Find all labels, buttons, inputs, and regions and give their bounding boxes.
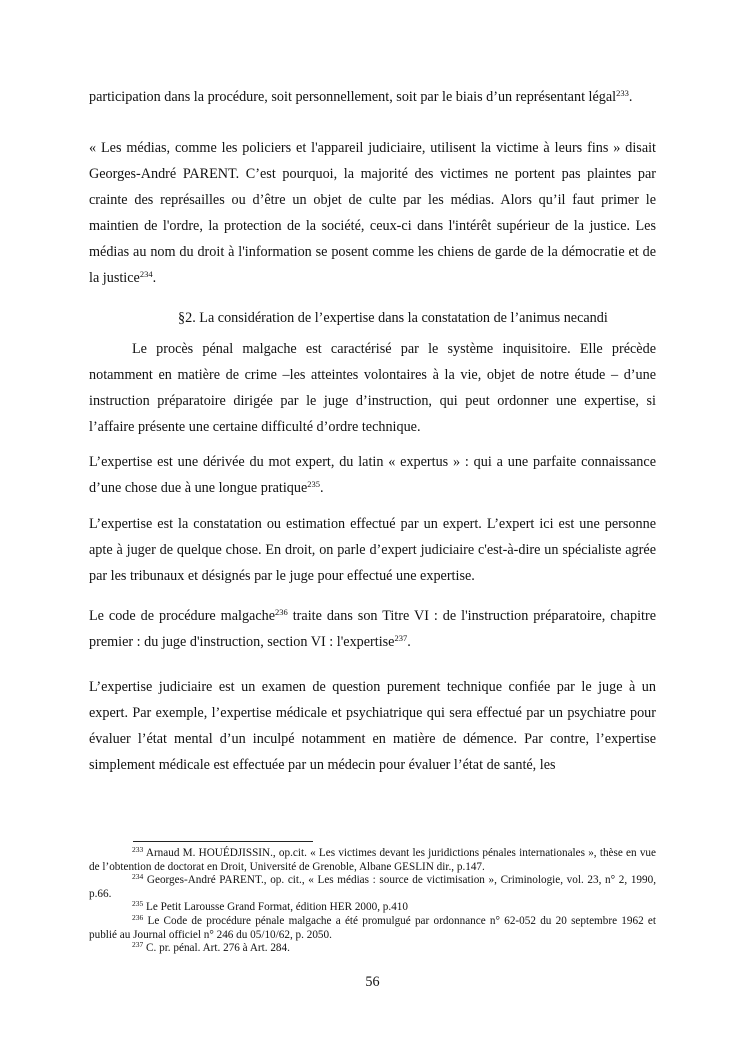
footnote-ref-233[interactable]: 233	[616, 88, 629, 98]
section-heading: §2. La considération de l’expertise dans la constatation de l’animus necandi	[178, 310, 608, 326]
footnote-separator	[133, 841, 313, 842]
paragraph-2: « Les médias, comme les policiers et l'appareil judiciaire, utilisent la victime à leurs fins » disait Georges-André PARENT. C’est pourquoi, la majorité des victimes ne portent pas plaintes par crainte des représailles ou d’être un objet de culte par les médias. Alors qu’il faut primer le maintien de l'ordre, la protection de la société, ceux-ci dans l'intérêt supérieur de la justice. Les médias au nom du droit à l'information se posent comme les chiens de garde de la démocratie et de la justice$^{234}$.	[89, 140, 656, 286]
paragraph-7: L’expertise judiciaire est un examen de question purement technique confiée par le juge à un expert. Par exemple, l’expertise médicale et psychiatrique qui sera effectué par un psychiatre pour évaluer l’état mental d’un inculpé notamment en matière de démence. Par contre, l’expertise simplement médicale est effectuée par un médecin pour évaluer l’état de santé, les	[89, 679, 656, 773]
paragraph-3: Le procès pénal malgache est caractérisé par le système inquisitoire. Elle précède notamment en matière de crime –les atteintes volontaires à la vie, objet de notre étude – d’une instruction préparatoire dirigée par le juge d’instruction, qui peut ordonner une expertise, si l’affaire présente une certaine difficulté d’ordre technique.	[89, 341, 656, 435]
footnote-233: $^{233}$ Arnaud M. HOUÉDJISSIN., op.cit. « Les victimes devant les juridictions pénales internationales », thèse en vue de l’obtention de doctorat en Droit, Université de Grenoble, Albane GESLIN dir., p.147.	[89, 845, 656, 873]
paragraph-5: L’expertise est la constatation ou estimation effectué par un expert. L’expert ici est une personne apte à juger de quelque chose. En droit, on parle d’expert judiciaire c'est-à-dire un spécialiste agrée par les tribunaux et désignés par le juge pour effectué une expertise.	[89, 516, 656, 584]
footnotes	[89, 847, 656, 956]
page-body	[89, 84, 656, 778]
paragraph-1: participation dans la procédure, soit personnellement, soit par le biais d’un représentant légal$^{233}$.	[89, 88, 633, 105]
paragraph-6: Le code de procédure malgache$^{236}$ traite dans son Titre VI : de l'instruction préparatoire, chapitre premier : du juge d'instruction, section VI : l'expertise$^{237}$.	[89, 607, 656, 650]
footnote-ref-237[interactable]: 237	[394, 633, 408, 643]
page-number: 56	[365, 974, 380, 990]
footnote-ref-236[interactable]: 236	[275, 607, 288, 617]
footnote-236: $^{236}$ Le Code de procédure pénale malgache a été promulgué par ordonnance n° 62-052 du 20 septembre 1962 et publié au Journal officiel n° 246 du 05/10/62, p. 2050.	[89, 912, 656, 941]
footnote-237: $^{237}$ C. pr. pénal. Art. 276 à Art. 284.	[132, 940, 290, 955]
footnote-234: $^{234}$ Georges-André PARENT., op. cit., « Les médias : source de victimisation », Criminologie, vol. 23, n° 2, 1990, p.66.	[89, 872, 656, 900]
paragraph-4: L’expertise est une dérivée du mot expert, du latin « expertus » : qui a une parfaite connaissance d’une chose due à une longue pratique$^{235}$.	[89, 454, 656, 496]
footnote-235: $^{235}$ Le Petit Larousse Grand Format, édition HER 2000, p.410	[132, 899, 408, 914]
footnote-ref-235[interactable]: 235	[307, 479, 321, 489]
footnote-ref-234[interactable]: 234	[139, 269, 153, 279]
